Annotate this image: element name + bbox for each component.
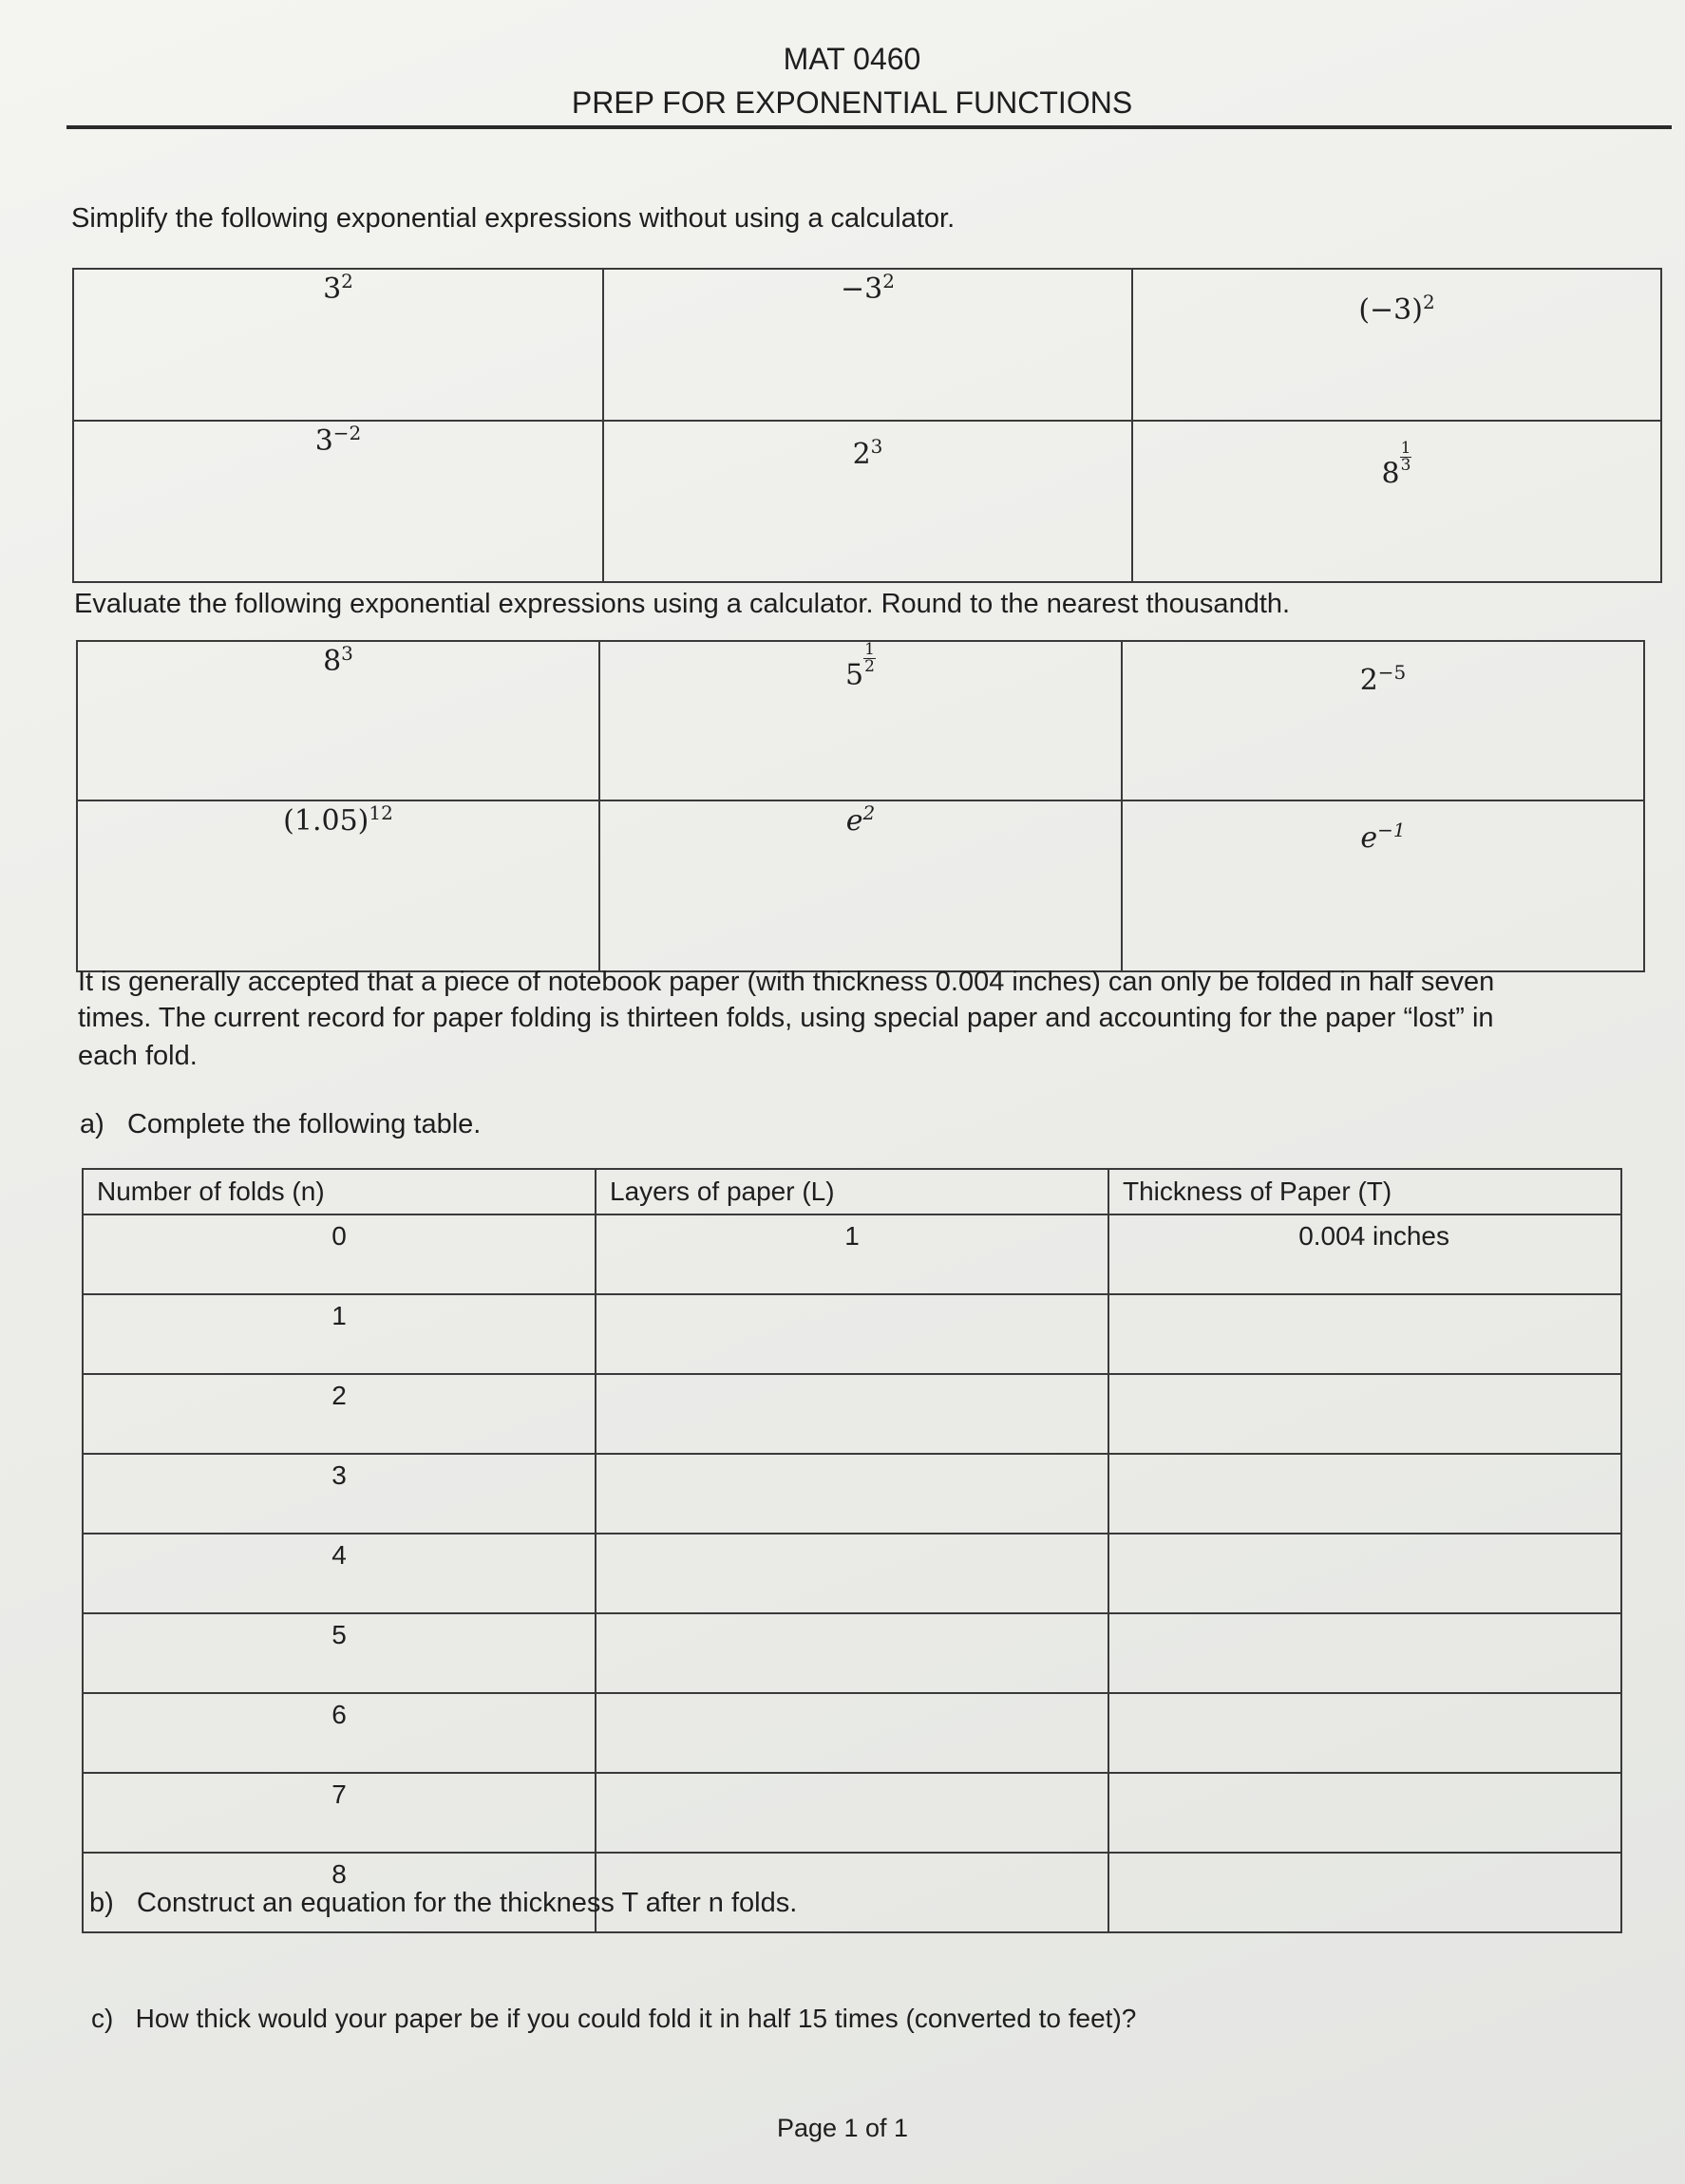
thickness-cell[interactable] (1108, 1693, 1621, 1773)
folds-cell: 2 (83, 1374, 596, 1454)
worksheet-title: PREP FOR EXPONENTIAL FUNCTIONS (571, 85, 1133, 120)
table-row (83, 1534, 1621, 1613)
page-number: Page 1 of 1 (776, 2114, 909, 2142)
evaluate-cell: $e^2$ (599, 800, 1122, 971)
table-row (83, 1374, 1621, 1454)
part-b (89, 1888, 797, 1919)
evaluate-cell: $(1.05)^{12}$ (77, 800, 599, 971)
table-row (83, 1214, 1621, 1294)
part-a-label: a) (80, 1109, 104, 1139)
part-b-label: b) (89, 1888, 114, 1918)
thickness-cell[interactable] (1108, 1773, 1621, 1853)
paragraph-line-3: each fold. (78, 1041, 198, 1071)
simplify-cell: $-3^2$ (603, 269, 1132, 421)
folds-cell: 6 (83, 1693, 596, 1773)
table-row (83, 1454, 1621, 1534)
paragraph-line-1: It is generally accepted that a piece of notebook paper (with thickness 0.004 inches) can only be folded in half seven (78, 967, 1495, 997)
header-layers: Layers of paper (L) (596, 1169, 1108, 1214)
thickness-cell[interactable] (1108, 1853, 1621, 1932)
part-c-text: How thick would your paper be if you could fold it in half 15 times (converted to feet)? (135, 2004, 1137, 2033)
part-a (80, 1109, 481, 1140)
simplify-table (72, 268, 1662, 583)
folds-cell: 5 (83, 1613, 596, 1693)
layers-cell[interactable] (596, 1534, 1108, 1613)
layers-cell[interactable] (596, 1693, 1108, 1773)
table-row (83, 1294, 1621, 1374)
thickness-cell[interactable] (1108, 1374, 1621, 1454)
evaluate-cell: $8^3$ (77, 641, 599, 800)
folding-table-header (83, 1169, 1621, 1214)
simplify-cell: $2^3$ (603, 421, 1132, 582)
folds-cell: 4 (83, 1534, 596, 1613)
header-divider (66, 125, 1672, 129)
course-code: MAT 0460 (783, 42, 921, 76)
folds-cell: 7 (83, 1773, 596, 1853)
layers-cell[interactable] (596, 1454, 1108, 1534)
header-folds: Number of folds (n) (83, 1169, 596, 1214)
folds-cell: 0 (83, 1214, 596, 1294)
simplify-cell: $3^{-2}$ (73, 421, 603, 582)
simplify-instruction: Simplify the following exponential expressions without using a calculator. (71, 203, 956, 234)
folds-cell: 1 (83, 1294, 596, 1374)
thickness-cell[interactable] (1108, 1294, 1621, 1374)
layers-cell[interactable] (596, 1374, 1108, 1454)
layers-cell[interactable] (596, 1613, 1108, 1693)
folds-cell: 8 (83, 1853, 596, 1932)
folding-table (82, 1168, 1622, 1933)
part-c-label: c) (91, 2004, 114, 2033)
part-b-text: Construct an equation for the thickness T after n folds. (136, 1888, 798, 1918)
part-c (91, 2004, 1136, 2034)
thickness-cell[interactable] (1108, 1613, 1621, 1693)
thickness-cell[interactable] (1108, 1534, 1621, 1613)
evaluate-table (76, 640, 1645, 972)
evaluate-cell: $2^{-5}$ (1122, 641, 1644, 800)
layers-cell[interactable] (596, 1773, 1108, 1853)
thickness-cell[interactable]: 0.004 inches (1108, 1214, 1621, 1294)
simplify-cell: $(-3)^2$ (1132, 269, 1661, 421)
evaluate-instruction: Evaluate the following exponential expressions using a calculator. Round to the nearest thousandth. (74, 589, 1291, 619)
evaluate-cell: $e^{-1}$ (1122, 800, 1644, 971)
layers-cell[interactable] (596, 1294, 1108, 1374)
table-row (83, 1693, 1621, 1773)
paragraph-line-2: times. The current record for paper folding is thirteen folds, using special paper and accounting for the paper “lost” in (78, 1003, 1494, 1033)
table-row (83, 1773, 1621, 1853)
part-a-text: Complete the following table. (126, 1109, 482, 1139)
table-row (83, 1613, 1621, 1693)
evaluate-cell: 5 $\frac{1}{2}$ (599, 641, 1122, 800)
thickness-cell[interactable] (1108, 1454, 1621, 1534)
simplify-cell: 8 $\frac{1}{3}$ (1132, 421, 1661, 582)
header-thickness: Thickness of Paper (T) (1108, 1169, 1621, 1214)
folds-cell: 3 (83, 1454, 596, 1534)
layers-cell[interactable]: 1 (596, 1214, 1108, 1294)
simplify-cell: $3^2$ (73, 269, 603, 421)
